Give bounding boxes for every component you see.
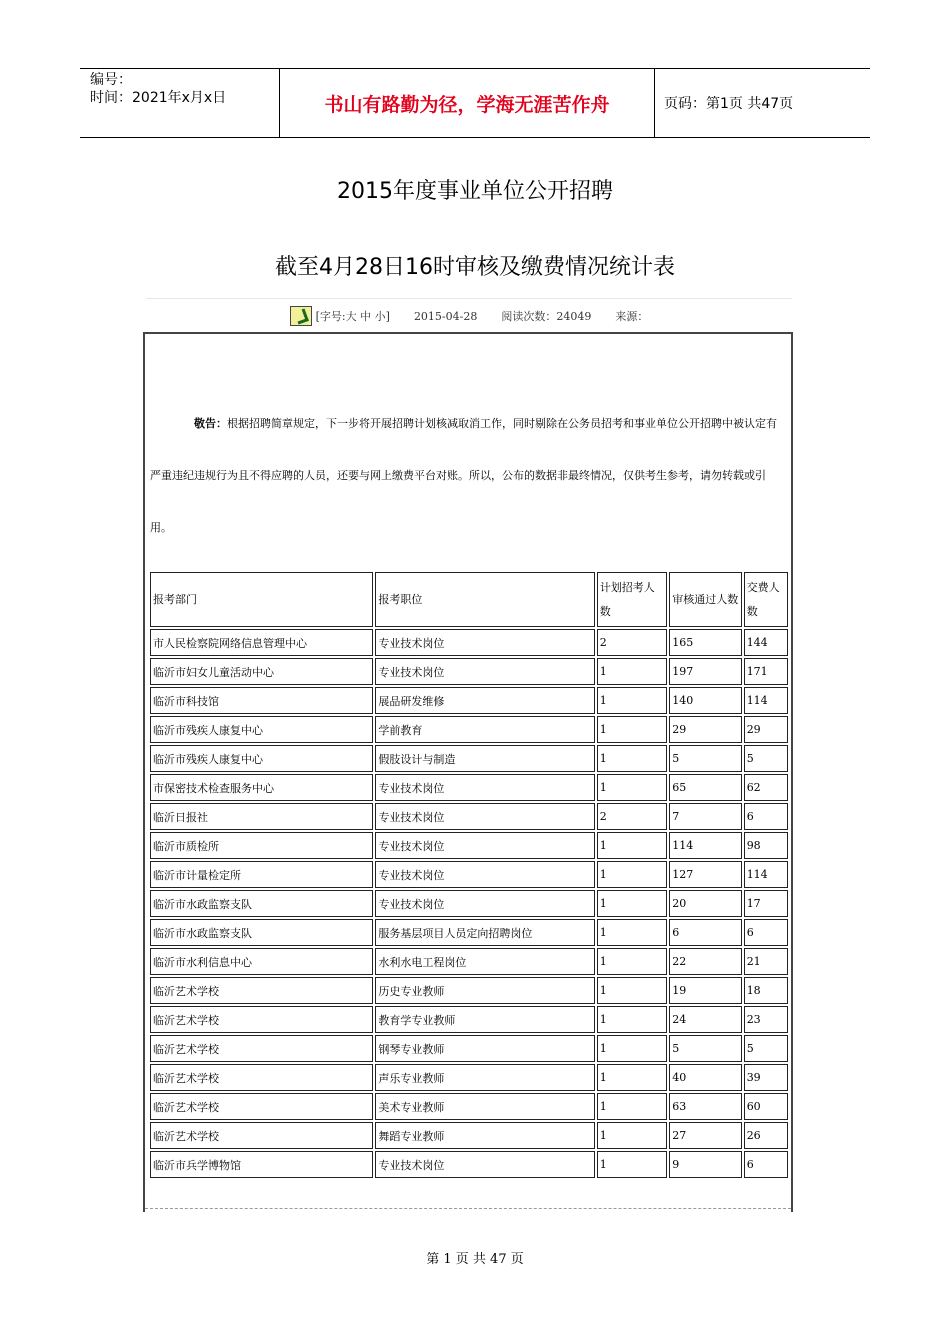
cell-paid: 5	[744, 1035, 788, 1062]
cell-planned: 1	[597, 774, 667, 801]
cell-approved: 5	[669, 1035, 741, 1062]
cell-paid: 5	[744, 745, 788, 772]
table-row	[150, 687, 788, 714]
number-label: 编号：	[90, 72, 132, 88]
cell-paid: 18	[744, 977, 788, 1004]
table-row	[150, 861, 788, 888]
cell-approved: 27	[669, 1122, 741, 1149]
cell-paid: 171	[744, 658, 788, 685]
table-row	[150, 977, 788, 1004]
cell-position: 声乐专业教师	[375, 1064, 594, 1091]
cell-paid: 39	[744, 1064, 788, 1091]
table-row	[150, 1006, 788, 1033]
publish-date: 2015-04-28	[413, 309, 478, 323]
cell-position: 专业技术岗位	[375, 1151, 594, 1178]
cell-dept: 市保密技术检查服务中心	[150, 774, 373, 801]
document-subtitle: 截至4月28日16时审核及缴费情况统计表	[275, 255, 675, 280]
cell-dept: 临沂艺术学校	[150, 1006, 373, 1033]
cell-dept: 临沂市妇女儿童活动中心	[150, 658, 373, 685]
cell-position: 服务基层项目人员定向招聘岗位	[375, 919, 594, 946]
cell-dept: 临沂日报社	[150, 803, 373, 830]
cell-dept: 临沂市水政监察支队	[150, 890, 373, 917]
cell-approved: 127	[669, 861, 741, 888]
cell-planned: 1	[597, 977, 667, 1004]
cell-paid: 114	[744, 687, 788, 714]
cell-approved: 114	[669, 832, 741, 859]
cell-approved: 24	[669, 1006, 741, 1033]
cell-planned: 1	[597, 919, 667, 946]
cell-approved: 140	[669, 687, 741, 714]
page-footer: 第 1 页 共 47 页	[426, 1252, 524, 1267]
table-row	[150, 1064, 788, 1091]
header-motto: 书山有路勤为径，学海无涯苦作舟	[280, 69, 655, 137]
cell-dept: 临沂市残疾人康复中心	[150, 745, 373, 772]
cell-approved: 20	[669, 890, 741, 917]
cell-dept: 临沂艺术学校	[150, 977, 373, 1004]
cell-position: 专业技术岗位	[375, 890, 594, 917]
cell-dept: 临沂艺术学校	[150, 1093, 373, 1120]
frame-bottom-divider	[145, 1208, 791, 1209]
page-header	[80, 68, 870, 138]
time-label: 时间：2021年x月x日	[90, 90, 227, 106]
notice-label: 敬告：	[194, 417, 227, 430]
cell-planned: 1	[597, 1006, 667, 1033]
cell-position: 学前教育	[375, 716, 594, 743]
header-meta	[80, 69, 280, 137]
table-row	[150, 716, 788, 743]
table-row	[150, 1122, 788, 1149]
cell-planned: 1	[597, 1122, 667, 1149]
font-size-icon[interactable]	[290, 306, 312, 326]
cell-paid: 6	[744, 1151, 788, 1178]
cell-planned: 2	[597, 629, 667, 656]
cell-position: 钢琴专业教师	[375, 1035, 594, 1062]
cell-paid: 23	[744, 1006, 788, 1033]
table-header-row	[150, 572, 788, 627]
cell-planned: 2	[597, 803, 667, 830]
cell-planned: 1	[597, 948, 667, 975]
header-dept: 报考部门	[150, 572, 373, 627]
header-position: 报考职位	[375, 572, 594, 627]
article-meta-bar	[146, 298, 792, 334]
cell-position: 展品研发维修	[375, 687, 594, 714]
cell-dept: 临沂市水利信息中心	[150, 948, 373, 975]
cell-approved: 165	[669, 629, 741, 656]
table-row	[150, 919, 788, 946]
header-approved: 审核通过人数	[669, 572, 741, 627]
cell-planned: 1	[597, 1151, 667, 1178]
font-size-control[interactable]: [字号:大 中 小]	[315, 310, 390, 323]
cell-planned: 1	[597, 861, 667, 888]
cell-dept: 临沂市质检所	[150, 832, 373, 859]
cell-planned: 1	[597, 1064, 667, 1091]
cell-dept: 临沂市兵学博物馆	[150, 1151, 373, 1178]
cell-approved: 9	[669, 1151, 741, 1178]
table-row	[150, 1151, 788, 1178]
cell-paid: 6	[744, 803, 788, 830]
statistics-table	[148, 570, 790, 1180]
cell-dept: 市人民检察院网络信息管理中心	[150, 629, 373, 656]
cell-paid: 29	[744, 716, 788, 743]
table-row	[150, 745, 788, 772]
table-row	[150, 629, 788, 656]
cell-dept: 临沂艺术学校	[150, 1122, 373, 1149]
cell-planned: 1	[597, 716, 667, 743]
cell-position: 专业技术岗位	[375, 861, 594, 888]
cell-approved: 22	[669, 948, 741, 975]
cell-approved: 19	[669, 977, 741, 1004]
table-row	[150, 803, 788, 830]
header-page-info: 页码：第1页 共47页	[664, 96, 794, 112]
view-count: 阅读次数：24049	[501, 310, 592, 323]
cell-position: 专业技术岗位	[375, 832, 594, 859]
cell-approved: 6	[669, 919, 741, 946]
cell-position: 教育学专业教师	[375, 1006, 594, 1033]
table-row	[150, 658, 788, 685]
notice-text: 根据招聘简章规定，下一步将开展招聘计划核减取消工作，同时剔除在公务员招考和事业单位公开招聘中被认定有严重违纪违规行为且不得应聘的人员，还要与网上缴费平台对账。所以，公布的数据非最终情况，仅供考生参考，请勿转载或引用。	[150, 417, 777, 534]
cell-approved: 29	[669, 716, 741, 743]
table-row	[150, 1093, 788, 1120]
cell-position: 历史专业教师	[375, 977, 594, 1004]
cell-planned: 1	[597, 745, 667, 772]
cell-planned: 1	[597, 890, 667, 917]
source-label: 来源：	[615, 310, 649, 323]
cell-paid: 114	[744, 861, 788, 888]
cell-planned: 1	[597, 1093, 667, 1120]
cell-dept: 临沂艺术学校	[150, 1035, 373, 1062]
cell-planned: 1	[597, 658, 667, 685]
cell-position: 专业技术岗位	[375, 774, 594, 801]
cell-approved: 63	[669, 1093, 741, 1120]
cell-position: 专业技术岗位	[375, 629, 594, 656]
table-row	[150, 948, 788, 975]
cell-paid: 17	[744, 890, 788, 917]
header-paid: 交费人数	[744, 572, 788, 627]
cell-paid: 26	[744, 1122, 788, 1149]
table-row	[150, 890, 788, 917]
cell-paid: 144	[744, 629, 788, 656]
cell-paid: 6	[744, 919, 788, 946]
cell-paid: 62	[744, 774, 788, 801]
cell-approved: 5	[669, 745, 741, 772]
cell-paid: 21	[744, 948, 788, 975]
cell-dept: 临沂艺术学校	[150, 1064, 373, 1091]
cell-planned: 1	[597, 832, 667, 859]
cell-paid: 98	[744, 832, 788, 859]
cell-dept: 临沂市水政监察支队	[150, 919, 373, 946]
cell-approved: 65	[669, 774, 741, 801]
cell-position: 美术专业教师	[375, 1093, 594, 1120]
cell-paid: 60	[744, 1093, 788, 1120]
cell-position: 专业技术岗位	[375, 658, 594, 685]
cell-dept: 临沂市残疾人康复中心	[150, 716, 373, 743]
cell-planned: 1	[597, 1035, 667, 1062]
cell-dept: 临沂市计量检定所	[150, 861, 373, 888]
notice-paragraph	[150, 398, 786, 554]
table-row	[150, 774, 788, 801]
cell-position: 专业技术岗位	[375, 803, 594, 830]
header-planned: 计划招考人数	[597, 572, 667, 627]
table-row	[150, 832, 788, 859]
cell-position: 舞蹈专业教师	[375, 1122, 594, 1149]
cell-dept: 临沂市科技馆	[150, 687, 373, 714]
cell-approved: 7	[669, 803, 741, 830]
cell-approved: 197	[669, 658, 741, 685]
cell-planned: 1	[597, 687, 667, 714]
cell-approved: 40	[669, 1064, 741, 1091]
cell-position: 假肢设计与制造	[375, 745, 594, 772]
table-row	[150, 1035, 788, 1062]
document-title: 2015年度事业单位公开招聘	[337, 179, 613, 204]
cell-position: 水利水电工程岗位	[375, 948, 594, 975]
